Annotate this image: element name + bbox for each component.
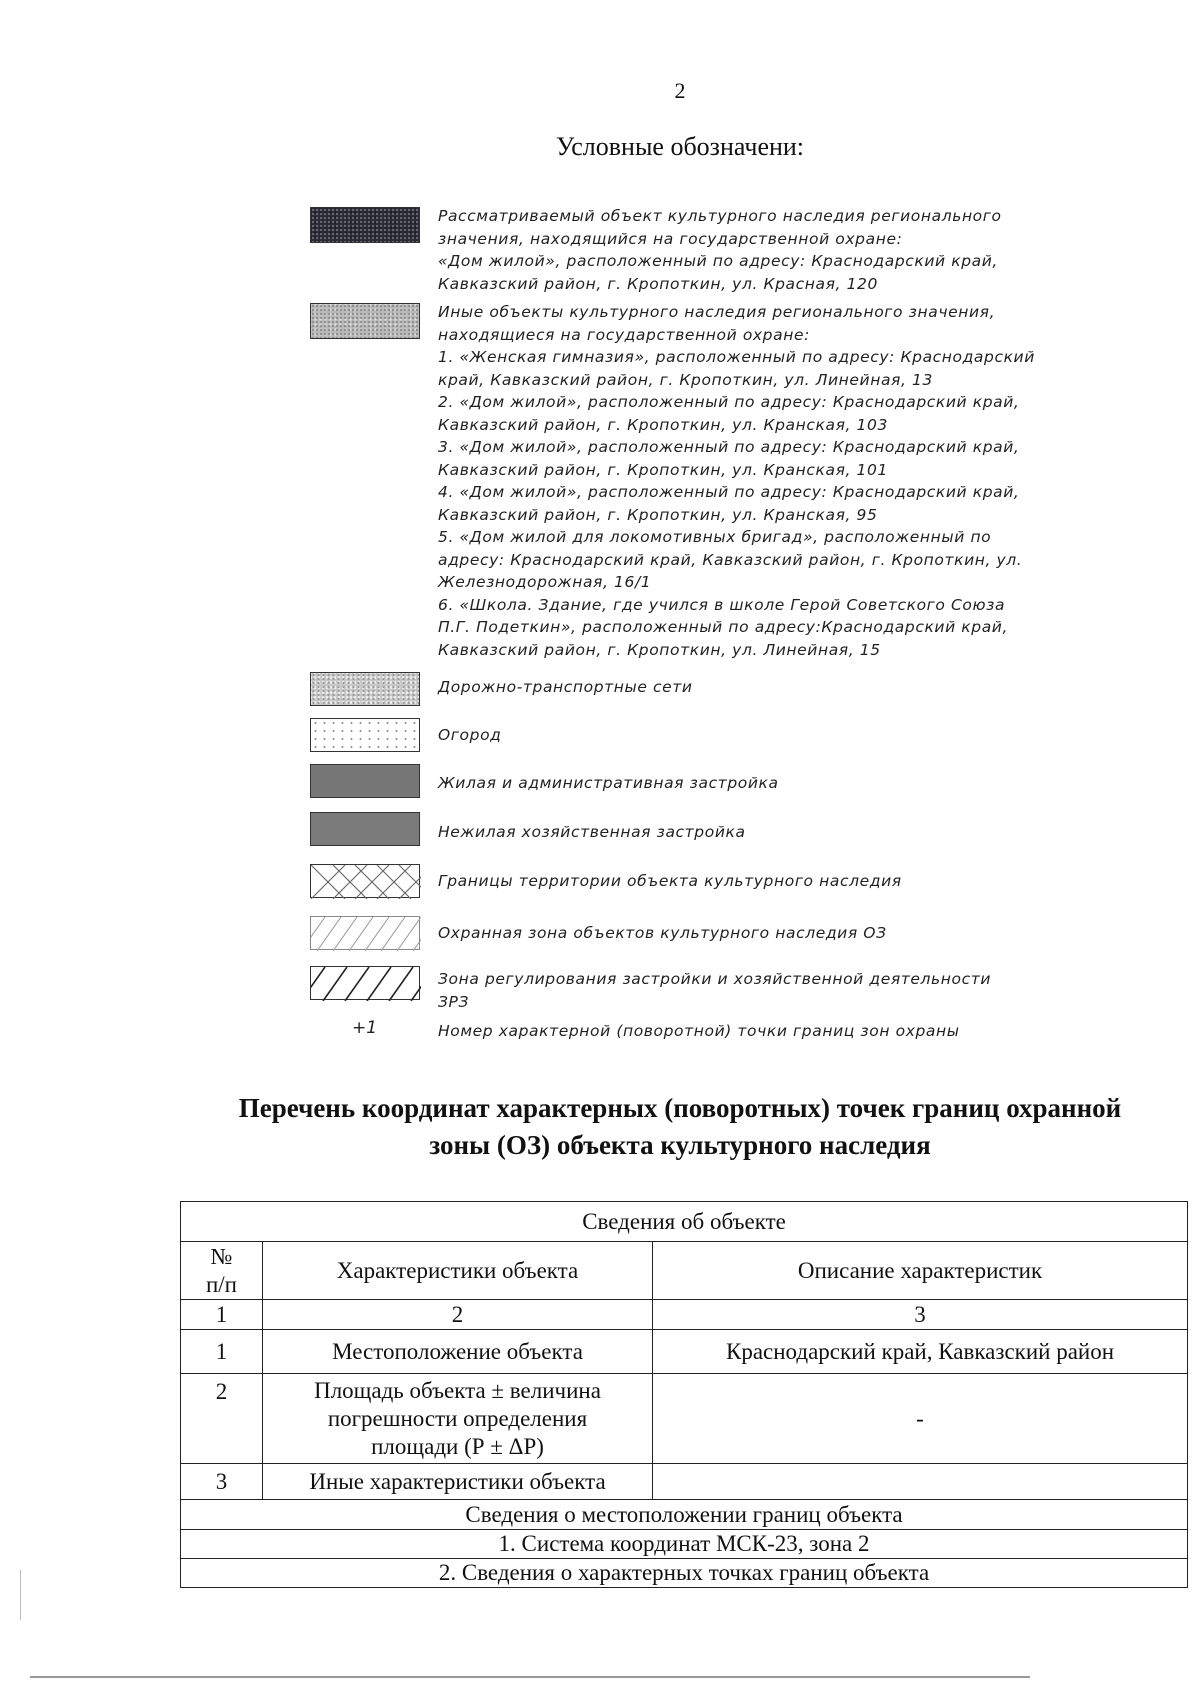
coordinate-system-row: 1. Система координат МСК-23, зона 2 <box>181 1530 1188 1559</box>
page-number: 2 <box>674 78 686 103</box>
cross-hatch-pattern <box>311 865 421 899</box>
header-num-symbol: № <box>210 1243 233 1269</box>
main-object-swatch <box>310 207 420 243</box>
point-marker-symbol: +1 <box>352 1018 378 1038</box>
column-number: 1 <box>181 1300 263 1330</box>
legend-line: Номер характерной (поворотной) точки границ зон охраны <box>438 1022 960 1040</box>
document-heading <box>170 1090 1190 1164</box>
legend-line: Иные объекты культурного наследия регионального значения, <box>438 303 996 321</box>
legend-line: Кавказский район, г. Кропоткин, ул. Линейная, 15 <box>438 640 881 659</box>
column-number: 3 <box>653 1300 1188 1330</box>
row-description <box>653 1464 1188 1500</box>
legend-item-text <box>438 724 1058 747</box>
light-hatch-pattern <box>311 917 421 951</box>
legend-item-text <box>438 205 1058 295</box>
points-info-row: 2. Сведения о характерных точках границ объекта <box>181 1559 1188 1588</box>
header-description: Описание характеристик <box>653 1242 1188 1300</box>
legend-title: Условные обозначени: <box>555 132 805 161</box>
legend-line: Кавказский район, г. Кропоткин, ул. Кранская, 95 <box>438 505 878 524</box>
regulation-zone-swatch <box>310 966 420 1000</box>
scan-margin-mark <box>20 1570 21 1620</box>
table-row <box>181 1330 1188 1374</box>
row-characteristic: Местоположение объекта <box>263 1330 653 1374</box>
legend-line: 1. «Женская гимназия», расположенный по адресу: Краснодарский <box>438 348 1035 366</box>
legend-line: Железнодорожная, 16/1 <box>438 573 652 591</box>
legend-item-text <box>438 922 1058 945</box>
row-characteristic <box>263 1374 653 1464</box>
legend-line: Дорожно-транспортные сети <box>438 678 693 696</box>
legend-item-text <box>438 1020 1058 1043</box>
roads-swatch <box>310 672 420 706</box>
header-num <box>181 1242 263 1300</box>
row-num: 2 <box>181 1374 263 1464</box>
legend-item-text <box>438 772 1058 795</box>
heading-line: зоны (ОЗ) объекта культурного наследия <box>429 1130 931 1160</box>
legend-line: Жилая и административная застройка <box>438 774 779 792</box>
row-description: Краснодарский край, Кавказский район <box>653 1330 1188 1374</box>
legend-item-text <box>438 968 1058 1013</box>
legend-line: Границы территории объекта культурного наследия <box>438 872 902 890</box>
heading-line: Перечень координат характерных (поворотных) точек границ охранной <box>238 1093 1122 1123</box>
legend-line: 4. «Дом жилой», расположенный по адресу: Краснодарский край, <box>438 483 1020 501</box>
legend-line: «Дом жилой», расположенный по адресу: Краснодарский край, <box>438 252 998 270</box>
nonresidential-swatch <box>310 812 420 846</box>
row-num: 3 <box>181 1464 263 1500</box>
legend-line: П.Г. Подеткин», расположенный по адресу:Краснодарский край, <box>438 618 1008 636</box>
other-objects-swatch <box>310 303 420 339</box>
table-row <box>181 1374 1188 1464</box>
row-characteristic: Иные характеристики объекта <box>263 1464 653 1500</box>
object-info-table <box>180 1201 1188 1588</box>
legend-line: Зона регулирования застройки и хозяйственной деятельности <box>438 970 992 988</box>
section-location-header: Сведения о местоположении границ объекта <box>181 1500 1188 1530</box>
legend-line: 5. «Дом жилой для локомотивных бригад», расположенный по <box>438 528 992 546</box>
legend-item-text <box>438 870 1058 893</box>
legend-line: 2. «Дом жилой», расположенный по адресу: Краснодарский край, <box>438 393 1020 411</box>
legend-line: Нежилая хозяйственная застройка <box>438 823 746 841</box>
legend-line: находящиеся на государственной охране: <box>438 325 810 344</box>
legend-line: 6. «Школа. Здание, где учился в школе Герой Советского Союза <box>438 595 1006 614</box>
legend-line: Кавказский район, г. Кропоткин, ул. Кранская, 103 <box>438 415 888 434</box>
legend-line: значения, находящийся на государственной охране: <box>438 229 903 248</box>
column-number: 2 <box>263 1300 653 1330</box>
legend-line: Огород <box>438 726 502 744</box>
section-object-header: Сведения об объекте <box>181 1202 1188 1242</box>
residential-swatch <box>310 764 420 798</box>
legend-line: Рассматриваемый объект культурного наследия регионального <box>438 207 1002 225</box>
characteristic-line: Площадь объекта ± величина <box>314 1377 601 1403</box>
header-num-abbr: п/п <box>205 1271 237 1297</box>
legend-line: Кавказский район, г. Кропоткин, ул. Красная, 120 <box>438 274 878 293</box>
characteristic-line: погрешности определения <box>327 1405 588 1431</box>
legend-item-text <box>438 301 1058 661</box>
legend-line: 3. «Дом жилой», расположенный по адресу: Краснодарский край, <box>438 438 1020 456</box>
legend-line: Охранная зона объектов культурного наследия ОЗ <box>438 924 887 942</box>
table-row <box>181 1464 1188 1500</box>
bold-hatch-pattern <box>311 967 421 1001</box>
legend-line: край, Кавказский район, г. Кропоткин, ул. Линейная, 13 <box>438 370 933 389</box>
boundary-swatch <box>310 864 420 898</box>
legend-item-text <box>438 676 1058 699</box>
row-num: 1 <box>181 1330 263 1374</box>
garden-swatch <box>310 718 420 752</box>
legend-item-text <box>438 821 1058 844</box>
characteristic-line: площади (Р ± ΔР) <box>371 1433 544 1459</box>
legend-line: ЗРЗ <box>438 992 470 1011</box>
header-characteristic: Характеристики объекта <box>263 1242 653 1300</box>
legend-line: Кавказский район, г. Кропоткин, ул. Кранская, 101 <box>438 460 888 479</box>
legend-line: адресу: Краснодарский край, Кавказский район, г. Кропоткин, ул. <box>438 550 1023 569</box>
protection-zone-swatch <box>310 916 420 950</box>
row-description: - <box>653 1374 1188 1464</box>
bottom-rule <box>30 1676 1030 1678</box>
